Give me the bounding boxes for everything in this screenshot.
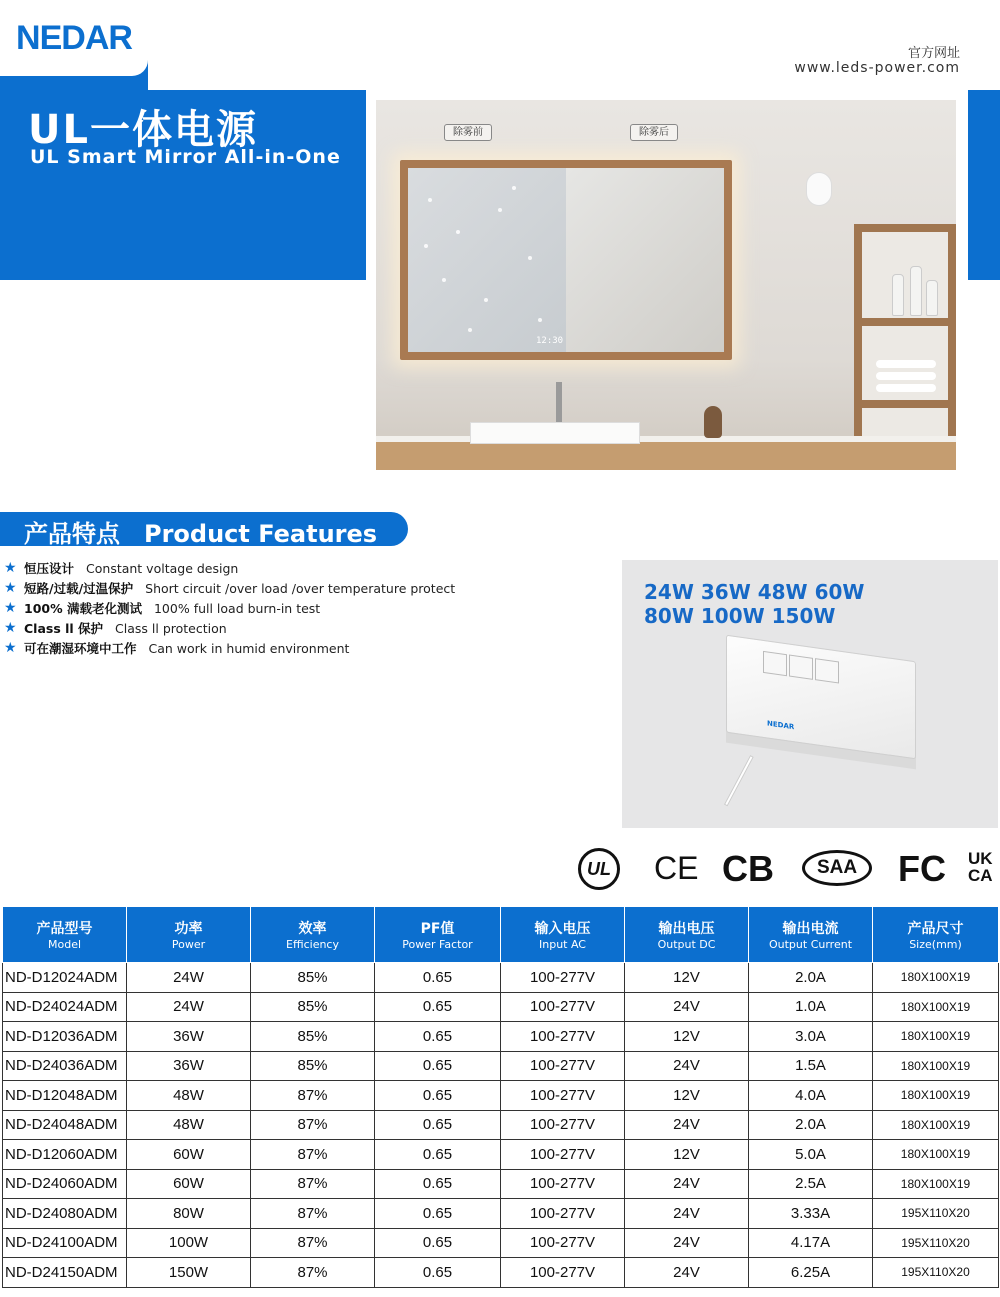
feature-label-cn: 短路/过载/过温保护 bbox=[24, 581, 134, 596]
table-cell: 0.65 bbox=[375, 1228, 501, 1258]
table-cell: 24V bbox=[625, 1110, 749, 1140]
table-cell: ND-D24048ADM bbox=[3, 1110, 127, 1140]
table-cell: ND-D12024ADM bbox=[3, 963, 127, 993]
ukca-cert-bottom: CA bbox=[968, 866, 993, 885]
ce-cert-icon: CE bbox=[654, 850, 699, 886]
logo-box[interactable] bbox=[0, 0, 148, 76]
table-cell: 24V bbox=[625, 1169, 749, 1199]
table-row bbox=[3, 1110, 999, 1140]
table-cell: 85% bbox=[251, 1051, 375, 1081]
table-cell: 0.65 bbox=[375, 1258, 501, 1288]
star-icon: ★ bbox=[4, 560, 17, 576]
wooden-shelf bbox=[854, 224, 956, 470]
table-cell: 60W bbox=[127, 1169, 251, 1199]
column-header-cn: 功率 bbox=[174, 921, 203, 937]
table-row bbox=[3, 1051, 999, 1081]
feature-item bbox=[4, 578, 455, 598]
after-defog-tag: 除雾后 bbox=[630, 124, 678, 141]
table-cell: 100-277V bbox=[501, 1199, 625, 1229]
wall-hook bbox=[806, 172, 832, 206]
column-header-cn: 效率 bbox=[298, 921, 327, 937]
feature-label-cn: 恒压设计 bbox=[24, 561, 75, 576]
feature-item bbox=[4, 558, 455, 578]
features-title: 产品特点 Product Features bbox=[24, 520, 378, 548]
mirror-clock: 12:30 bbox=[536, 336, 564, 346]
page-title-en: UL Smart Mirror All-in-One bbox=[30, 146, 341, 168]
website-label: 官方网址 bbox=[907, 46, 960, 61]
ukca-cert-icon bbox=[968, 850, 993, 884]
website-url-link[interactable]: www.leds-power.com bbox=[794, 60, 960, 76]
table-cell: 4.17A bbox=[749, 1228, 873, 1258]
column-header-en: Input AC bbox=[539, 938, 586, 951]
table-cell: ND-D24024ADM bbox=[3, 992, 127, 1022]
table-cell: 195X110X20 bbox=[873, 1258, 999, 1288]
table-cell: 87% bbox=[251, 1199, 375, 1229]
table-cell: 3.33A bbox=[749, 1199, 873, 1229]
feature-label-en: Can work in humid environment bbox=[148, 640, 350, 656]
table-cell: ND-D12048ADM bbox=[3, 1081, 127, 1111]
table-row bbox=[3, 1228, 999, 1258]
table-row bbox=[3, 1169, 999, 1199]
table-cell: 12V bbox=[625, 1081, 749, 1111]
table-cell: 5.0A bbox=[749, 1140, 873, 1170]
table-cell: 36W bbox=[127, 1051, 251, 1081]
table-cell: ND-D24036ADM bbox=[3, 1051, 127, 1081]
table-cell: 12V bbox=[625, 1022, 749, 1052]
feature-label-cn: Class ll 保护 bbox=[24, 621, 104, 636]
table-cell: 100-277V bbox=[501, 1140, 625, 1170]
table-cell: 100-277V bbox=[501, 1258, 625, 1288]
table-cell: 36W bbox=[127, 1022, 251, 1052]
feature-label-en: Short circuit /over load /over temperature protect bbox=[145, 580, 456, 596]
table-cell: 6.25A bbox=[749, 1258, 873, 1288]
table-cell: 87% bbox=[251, 1169, 375, 1199]
wattage-line-1: 24W 36W 48W 60W bbox=[644, 580, 865, 604]
feature-label-cn: 可在潮湿环境中工作 bbox=[24, 641, 137, 656]
column-header-en: Output DC bbox=[657, 938, 716, 951]
wattage-line-2: 80W 100W 150W bbox=[644, 604, 836, 628]
column-header-cn: PF值 bbox=[420, 921, 455, 937]
smart-mirror bbox=[400, 160, 732, 360]
table-cell: 24W bbox=[127, 963, 251, 993]
table-cell: 100-277V bbox=[501, 1228, 625, 1258]
table-cell: 2.5A bbox=[749, 1169, 873, 1199]
column-header-en: Power Factor bbox=[402, 938, 473, 951]
table-cell: 180X100X19 bbox=[873, 963, 999, 993]
column-header bbox=[127, 907, 251, 963]
table-row bbox=[3, 1199, 999, 1229]
column-header bbox=[375, 907, 501, 963]
table-cell: 85% bbox=[251, 963, 375, 993]
table-cell: 0.65 bbox=[375, 1022, 501, 1052]
before-defog-tag: 除雾前 bbox=[444, 124, 492, 141]
table-cell: 180X100X19 bbox=[873, 1022, 999, 1052]
table-cell: 87% bbox=[251, 1258, 375, 1288]
table-cell: 24V bbox=[625, 1258, 749, 1288]
table-cell: 100-277V bbox=[501, 1169, 625, 1199]
star-icon: ★ bbox=[4, 600, 17, 616]
cb-cert-icon: CB bbox=[722, 848, 774, 889]
table-cell: 87% bbox=[251, 1140, 375, 1170]
ul-cert-icon: UL bbox=[578, 848, 620, 890]
table-cell: 0.65 bbox=[375, 1051, 501, 1081]
table-body bbox=[3, 963, 999, 1288]
table-cell: 60W bbox=[127, 1140, 251, 1170]
table-cell: 0.65 bbox=[375, 992, 501, 1022]
column-header bbox=[873, 907, 999, 963]
table-cell: 100-277V bbox=[501, 992, 625, 1022]
vase bbox=[704, 406, 722, 438]
table-row bbox=[3, 963, 999, 993]
fcc-cert-icon: FC bbox=[898, 848, 946, 889]
table-cell: 100-277V bbox=[501, 963, 625, 993]
table-cell: 0.65 bbox=[375, 1110, 501, 1140]
table-cell: 100-277V bbox=[501, 1110, 625, 1140]
page-title-cn: UL一体电源 bbox=[28, 107, 258, 153]
feature-label-cn: 100% 满载老化测试 bbox=[24, 601, 142, 616]
spec-table bbox=[2, 906, 999, 1288]
vanity-cabinet bbox=[376, 442, 956, 470]
brand-logo: NEDAR bbox=[16, 18, 132, 57]
table-cell: 180X100X19 bbox=[873, 1110, 999, 1140]
table-cell: 100W bbox=[127, 1228, 251, 1258]
table-cell: 24V bbox=[625, 1199, 749, 1229]
feature-item bbox=[4, 638, 455, 658]
column-header bbox=[251, 907, 375, 963]
column-header-en: Output Current bbox=[768, 938, 853, 951]
table-cell: 180X100X19 bbox=[873, 1140, 999, 1170]
column-header-cn: 产品型号 bbox=[36, 921, 93, 937]
column-header-cn: 输出电压 bbox=[658, 921, 715, 937]
ukca-cert-top: UK bbox=[968, 849, 993, 868]
table-cell: ND-D24100ADM bbox=[3, 1228, 127, 1258]
table-cell: 12V bbox=[625, 1140, 749, 1170]
table-cell: 0.65 bbox=[375, 1140, 501, 1170]
table-cell: 87% bbox=[251, 1081, 375, 1111]
table-cell: 0.65 bbox=[375, 963, 501, 993]
certification-logos bbox=[0, 846, 1000, 890]
table-cell: 180X100X19 bbox=[873, 1081, 999, 1111]
feature-label-en: Constant voltage design bbox=[86, 560, 239, 576]
table-cell: 4.0A bbox=[749, 1081, 873, 1111]
feature-item bbox=[4, 598, 455, 618]
header-white-strip bbox=[148, 0, 1000, 90]
table-cell: 100-277V bbox=[501, 1051, 625, 1081]
table-cell: 24V bbox=[625, 1228, 749, 1258]
table-cell: ND-D12060ADM bbox=[3, 1140, 127, 1170]
table-cell: 0.65 bbox=[375, 1081, 501, 1111]
column-header bbox=[3, 907, 127, 963]
feature-item bbox=[4, 618, 455, 638]
table-cell: 180X100X19 bbox=[873, 1169, 999, 1199]
table-cell: 12V bbox=[625, 963, 749, 993]
table-cell: 80W bbox=[127, 1199, 251, 1229]
table-cell: 180X100X19 bbox=[873, 992, 999, 1022]
table-cell: 85% bbox=[251, 1022, 375, 1052]
table-cell: 85% bbox=[251, 992, 375, 1022]
mirror-fogged-half bbox=[408, 168, 566, 352]
features-list bbox=[4, 558, 455, 658]
star-icon: ★ bbox=[4, 580, 17, 596]
table-header-row bbox=[3, 907, 999, 963]
column-header-cn: 输入电压 bbox=[534, 921, 591, 937]
column-header bbox=[501, 907, 625, 963]
table-cell: 1.5A bbox=[749, 1051, 873, 1081]
mirror-clear-half bbox=[566, 168, 724, 352]
table-cell: ND-D24060ADM bbox=[3, 1169, 127, 1199]
column-header-en: Power bbox=[171, 938, 206, 951]
table-cell: 0.65 bbox=[375, 1199, 501, 1229]
faucet bbox=[556, 382, 562, 422]
table-cell: 87% bbox=[251, 1110, 375, 1140]
table-cell: 195X110X20 bbox=[873, 1199, 999, 1229]
table-cell: 180X100X19 bbox=[873, 1051, 999, 1081]
feature-label-en: 100% full load burn-in test bbox=[153, 600, 321, 616]
table-cell: 3.0A bbox=[749, 1022, 873, 1052]
column-header-en: Efficiency bbox=[286, 938, 339, 951]
power-cable bbox=[724, 755, 754, 806]
table-cell: 150W bbox=[127, 1258, 251, 1288]
table-row bbox=[3, 1022, 999, 1052]
table-row bbox=[3, 1258, 999, 1288]
product-image-box bbox=[622, 560, 998, 828]
table-cell: 24V bbox=[625, 992, 749, 1022]
table-cell: ND-D24080ADM bbox=[3, 1199, 127, 1229]
table-cell: 195X110X20 bbox=[873, 1228, 999, 1258]
table-cell: ND-D12036ADM bbox=[3, 1022, 127, 1052]
column-header-en: Model bbox=[47, 938, 82, 951]
bathroom-mirror-image bbox=[376, 100, 956, 470]
saa-cert-icon: SAA bbox=[802, 850, 872, 886]
star-icon: ★ bbox=[4, 620, 17, 636]
table-row bbox=[3, 992, 999, 1022]
table-cell: 2.0A bbox=[749, 963, 873, 993]
column-header-cn: 产品尺寸 bbox=[907, 921, 964, 937]
table-cell: 0.65 bbox=[375, 1169, 501, 1199]
table-cell: ND-D24150ADM bbox=[3, 1258, 127, 1288]
table-cell: 100-277V bbox=[501, 1022, 625, 1052]
feature-label-en: Class ll protection bbox=[115, 620, 227, 636]
table-cell: 100-277V bbox=[501, 1081, 625, 1111]
column-header bbox=[625, 907, 749, 963]
table-cell: 2.0A bbox=[749, 1110, 873, 1140]
table-cell: 24V bbox=[625, 1051, 749, 1081]
table-cell: 87% bbox=[251, 1228, 375, 1258]
table-row bbox=[3, 1081, 999, 1111]
column-header bbox=[749, 907, 873, 963]
table-cell: 24W bbox=[127, 992, 251, 1022]
table-cell: 48W bbox=[127, 1110, 251, 1140]
power-supply-label-logo: NEDAR bbox=[767, 719, 795, 732]
star-icon: ★ bbox=[4, 640, 17, 656]
column-header-en: Size(mm) bbox=[909, 938, 962, 951]
table-row bbox=[3, 1140, 999, 1170]
table-cell: 1.0A bbox=[749, 992, 873, 1022]
column-header-cn: 输出电流 bbox=[782, 921, 839, 937]
table-cell: 48W bbox=[127, 1081, 251, 1111]
sink-basin bbox=[470, 422, 640, 444]
